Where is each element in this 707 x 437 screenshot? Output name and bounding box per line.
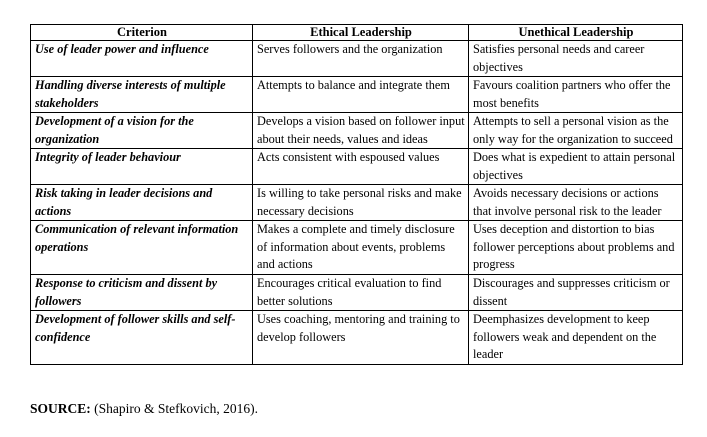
source-citation [30, 401, 258, 417]
ethical-cell: Attempts to balance and integrate them [253, 77, 469, 113]
criterion-cell: Integrity of leader behaviour [31, 149, 253, 185]
ethical-cell: Makes a complete and timely disclosure of information about events, problems and actions [253, 221, 469, 275]
table-row [31, 149, 683, 185]
source-label: SOURCE: [30, 401, 91, 416]
header-criterion: Criterion [31, 25, 253, 41]
unethical-cell: Favours coalition partners who offer the most benefits [469, 77, 683, 113]
header-ethical-leadership: Ethical Leadership [253, 25, 469, 41]
unethical-cell: Attempts to sell a personal vision as the only way for the organization to succeed [469, 113, 683, 149]
unethical-cell: Discourages and suppresses criticism or dissent [469, 275, 683, 311]
table-row [31, 77, 683, 113]
criterion-cell: Handling diverse interests of multiple stakeholders [31, 77, 253, 113]
leadership-comparison-table [30, 24, 683, 365]
unethical-cell: Uses deception and distortion to bias follower perceptions about problems and progress [469, 221, 683, 275]
ethical-cell: Develops a vision based on follower input about their needs, values and ideas [253, 113, 469, 149]
table-row [31, 311, 683, 365]
criterion-cell: Response to criticism and dissent by followers [31, 275, 253, 311]
table-row [31, 41, 683, 77]
ethical-cell: Uses coaching, mentoring and training to develop followers [253, 311, 469, 365]
ethical-cell: Encourages critical evaluation to find better solutions [253, 275, 469, 311]
source-reference: (Shapiro & Stefkovich, 2016). [94, 401, 258, 416]
unethical-cell: Avoids necessary decisions or actions that involve personal risk to the leader [469, 185, 683, 221]
unethical-cell: Satisfies personal needs and career objectives [469, 41, 683, 77]
unethical-cell: Does what is expedient to attain personal objectives [469, 149, 683, 185]
table-row [31, 221, 683, 275]
header-unethical-leadership: Unethical Leadership [469, 25, 683, 41]
table-row [31, 185, 683, 221]
criterion-cell: Risk taking in leader decisions and actions [31, 185, 253, 221]
table-row [31, 113, 683, 149]
ethical-cell: Acts consistent with espoused values [253, 149, 469, 185]
ethical-cell: Serves followers and the organization [253, 41, 469, 77]
criterion-cell: Use of leader power and influence [31, 41, 253, 77]
table-row [31, 275, 683, 311]
ethical-cell: Is willing to take personal risks and make necessary decisions [253, 185, 469, 221]
criterion-cell: Development of follower skills and self-confidence [31, 311, 253, 365]
criterion-cell: Communication of relevant information operations [31, 221, 253, 275]
criterion-cell: Development of a vision for the organization [31, 113, 253, 149]
unethical-cell: Deemphasizes development to keep followers weak and dependent on the leader [469, 311, 683, 365]
table-header-row [31, 25, 683, 41]
